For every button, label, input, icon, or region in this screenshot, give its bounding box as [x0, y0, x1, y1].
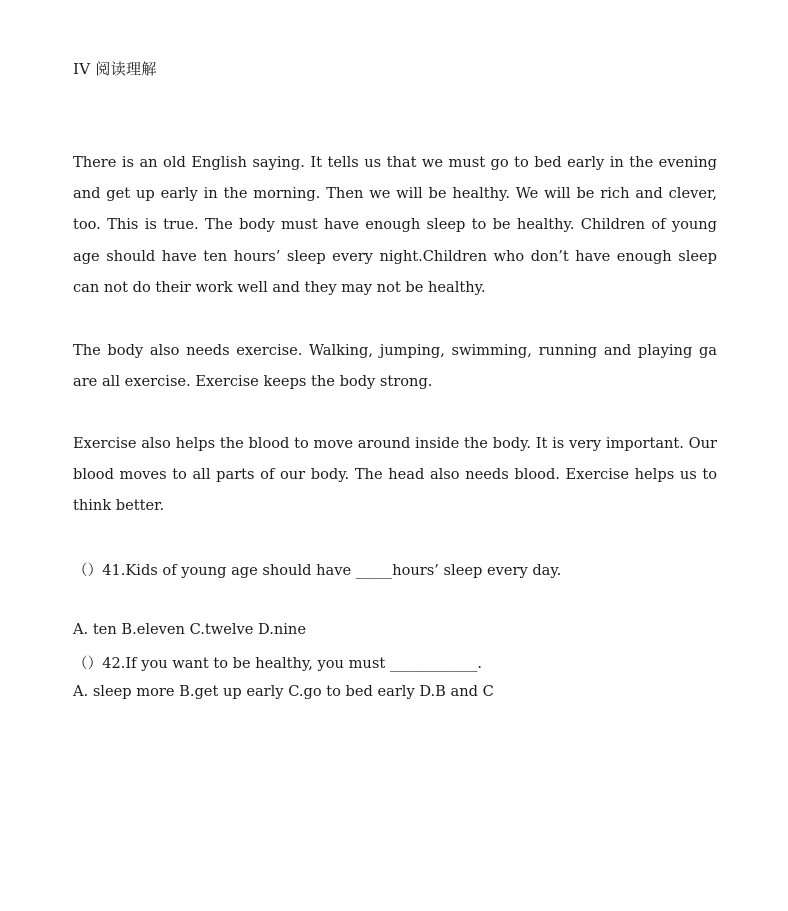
question-41-stem: （）41.Kids of young age should have _____hours’ sleep every day.: [73, 562, 562, 579]
passage-paragraph-2: The body also needs exercise. Walking, jumping, swimming, running and playing ga are all exercise. Exercise keeps the body strong.: [73, 342, 717, 391]
passage-paragraph-3: Exercise also helps the blood to move around inside the body. It is very important. Our blood moves to all parts of our body. The head also needs blood. Exercise helps us to think better.: [73, 435, 717, 515]
question-42-options: A. sleep more B.get up early C.go to bed early D.B and C: [73, 683, 494, 700]
passage-paragraph-1: There is an old English saying. It tells us that we must go to bed early in the evening and get up early in the morning. Then we will be healthy. We will be rich and clever, too. This is true. The body must have enough sleep to be healthy. Children of young age should have ten hours’ sleep every night.Children who don’t have enough sleep can not do their work well and they may not be healthy.: [73, 154, 717, 296]
question-42-stem: （）42.If you want to be healthy, you must ____________.: [73, 655, 483, 672]
section-heading: IV 阅读理解: [73, 60, 157, 78]
question-41-options: A. ten B.eleven C.twelve D.nine: [73, 621, 306, 638]
